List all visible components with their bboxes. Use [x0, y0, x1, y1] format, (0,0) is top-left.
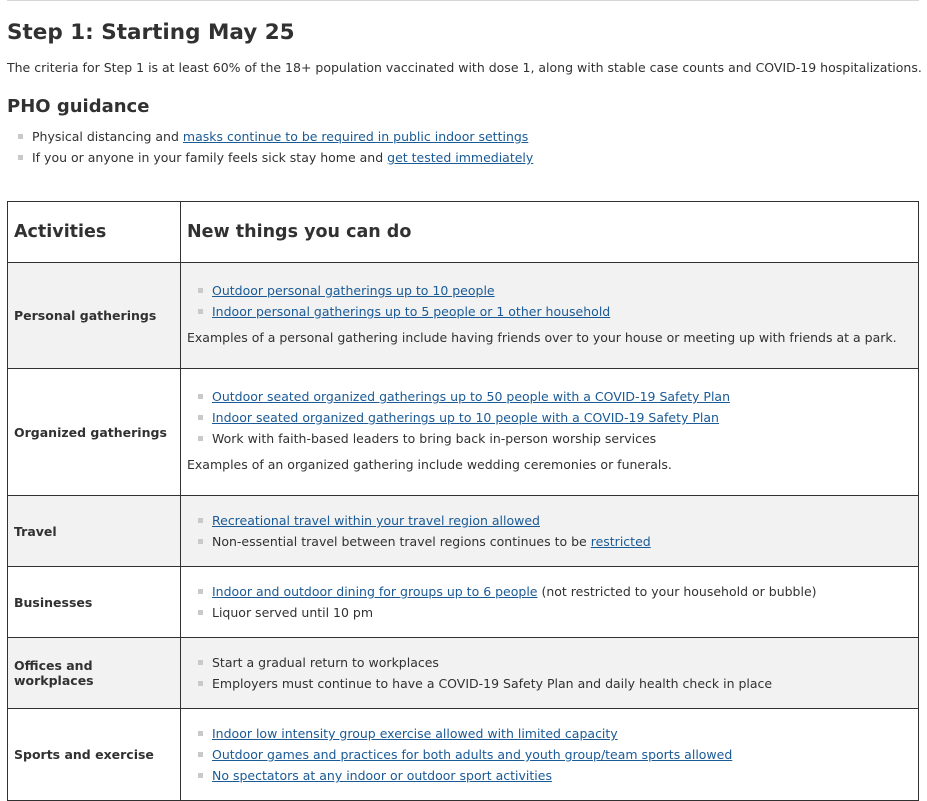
- guidance-heading: PHO guidance: [7, 96, 150, 117]
- activity-name: Sports and exercise: [8, 709, 181, 801]
- restricted-link[interactable]: restricted: [590, 534, 651, 549]
- row-note: Examples of a personal gathering include having friends over to your house or meeting up with friends at a park.: [187, 330, 897, 345]
- activity-name: Offices and workplaces: [8, 638, 181, 709]
- table-row: [8, 709, 919, 801]
- list-item: [187, 301, 912, 322]
- row-link[interactable]: Indoor and outdoor dining for groups up to 6 people: [212, 584, 538, 599]
- activity-details: [181, 496, 919, 567]
- guidance-list: [7, 126, 533, 168]
- list-item: [187, 386, 912, 407]
- page-title: Step 1: Starting May 25: [7, 20, 295, 45]
- activity-details: [181, 638, 919, 709]
- column-header-activities: Activities: [8, 202, 181, 263]
- masks-required-link[interactable]: masks continue to be required in public indoor settings: [182, 129, 529, 144]
- guidance-item: If you or anyone in your family feels sick stay home and get tested immediately: [7, 147, 533, 168]
- list-item: Liquor served until 10 pm: [187, 602, 912, 623]
- row-link[interactable]: Outdoor games and practices for both adults and youth group/team sports allowed: [212, 747, 733, 762]
- row-note: Examples of an organized gathering include wedding ceremonies or funerals.: [187, 457, 672, 472]
- row-link[interactable]: Indoor personal gatherings up to 5 people or 1 other household: [212, 304, 611, 319]
- list-item: Start a gradual return to workplaces: [187, 652, 912, 673]
- row-link[interactable]: Indoor low intensity group exercise allowed with limited capacity: [212, 726, 618, 741]
- table-row: [8, 496, 919, 567]
- list-item: Employers must continue to have a COVID-19 Safety Plan and daily health check in place: [187, 673, 912, 694]
- row-link[interactable]: Recreational travel within your travel region allowed: [212, 513, 540, 528]
- activity-details: [181, 369, 919, 496]
- activity-name: Travel: [8, 496, 181, 567]
- list-item: Work with faith-based leaders to bring back in-person worship services: [187, 428, 912, 449]
- intro-text: The criteria for Step 1 is at least 60% of the 18+ population vaccinated with dose 1, along with stable case counts and COVID-19 hospitalizations.: [7, 60, 922, 75]
- table-row: [8, 567, 919, 638]
- top-divider: [7, 0, 919, 1]
- column-header-new-things: New things you can do: [181, 202, 919, 263]
- activities-table: [7, 201, 919, 801]
- guidance-item: Physical distancing and masks continue to be required in public indoor settings: [7, 126, 533, 147]
- list-item: Non-essential travel between travel regions continues to be restricted: [187, 531, 912, 552]
- table-header-row: [8, 202, 919, 263]
- activity-details: [181, 263, 919, 369]
- row-link[interactable]: No spectators at any indoor or outdoor sport activities: [212, 768, 552, 783]
- table-row: [8, 369, 919, 496]
- row-link[interactable]: Indoor seated organized gatherings up to 10 people with a COVID-19 Safety Plan: [212, 410, 719, 425]
- activity-name: Organized gatherings: [8, 369, 181, 496]
- list-item: [187, 723, 912, 744]
- activity-name: Businesses: [8, 567, 181, 638]
- activity-details: [181, 567, 919, 638]
- activity-name: Personal gatherings: [8, 263, 181, 369]
- list-item: [187, 510, 912, 531]
- list-item: [187, 744, 912, 765]
- activity-details: [181, 709, 919, 801]
- list-item: Indoor and outdoor dining for groups up to 6 people (not restricted to your household or bubble): [187, 581, 912, 602]
- get-tested-link[interactable]: get tested immediately: [387, 150, 534, 165]
- list-item: [187, 407, 912, 428]
- row-link[interactable]: Outdoor personal gatherings up to 10 people: [212, 283, 495, 298]
- table-row: [8, 263, 919, 369]
- list-item: [187, 765, 912, 786]
- list-item: [187, 280, 912, 301]
- table-row: [8, 638, 919, 709]
- row-link[interactable]: Outdoor seated organized gatherings up to 50 people with a COVID-19 Safety Plan: [212, 389, 730, 404]
